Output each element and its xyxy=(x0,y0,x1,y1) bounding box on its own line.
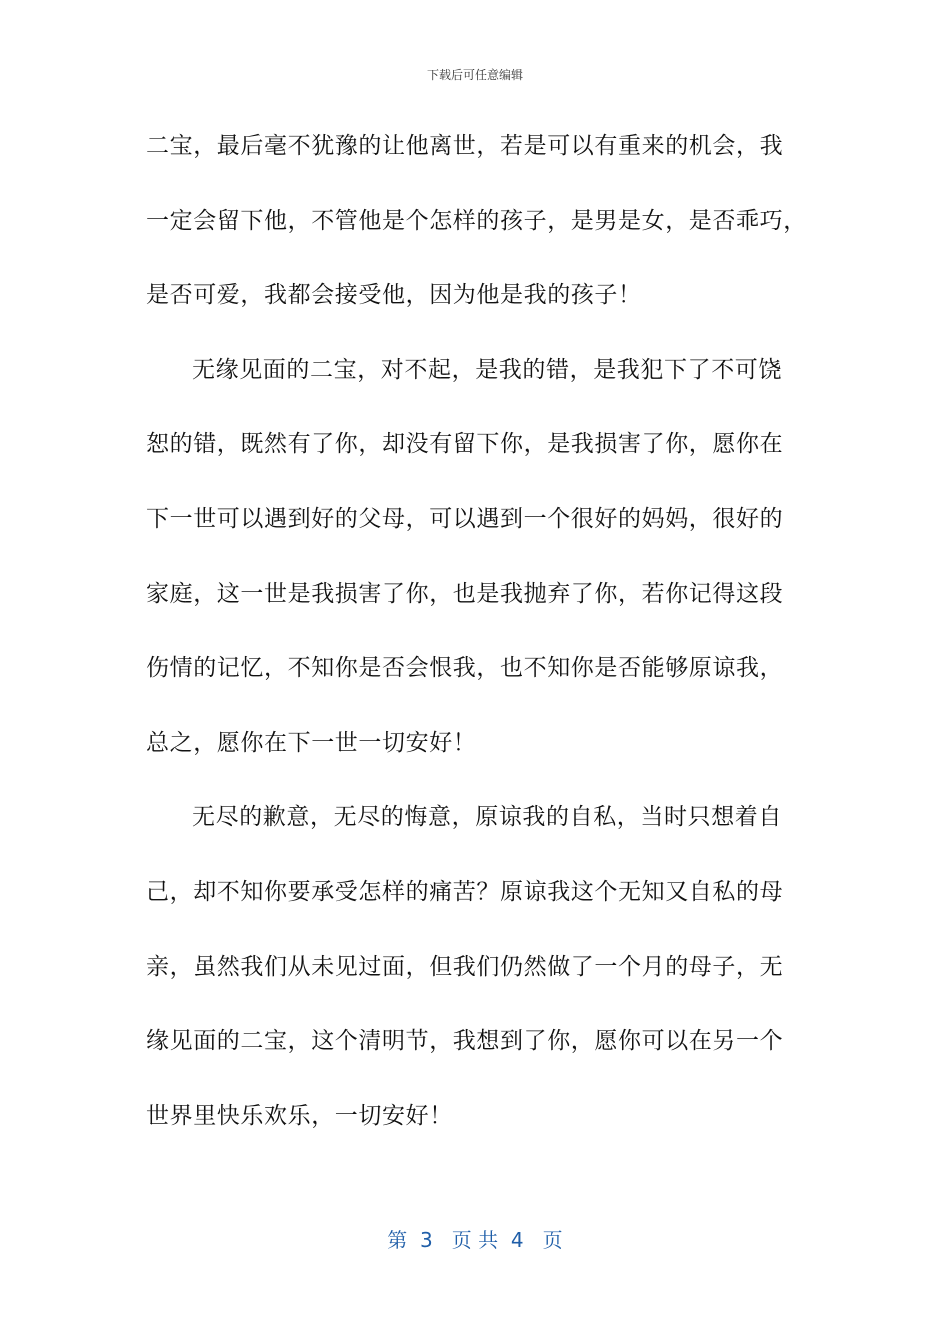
body-line: 恕的错，既然有了你，却没有留下你，是我损害了你，愿你在 xyxy=(146,431,784,458)
body-line: 缘见面的二宝，这个清明节，我想到了你，愿你可以在另一个 xyxy=(146,1028,784,1055)
body-line: 下一世可以遇到好的父母，可以遇到一个很好的妈妈，很好的 xyxy=(146,505,784,532)
body-line: 亲，虽然我们从未见过面，但我们仍然做了一个月的母子，无 xyxy=(146,953,784,980)
body-line: 伤情的记忆，不知你是否会恨我，也不知你是否能够原谅我， xyxy=(146,655,784,682)
paragraph-first-line: 无缘见面的二宝，对不起，是我的错，是我犯下了不可饶 xyxy=(192,356,782,383)
body-line: 总之，愿你在下一世一切安好！ xyxy=(146,729,477,756)
body-line: 是否可爱，我都会接受他，因为他是我的孩子！ xyxy=(146,282,642,309)
page-number-footer: 第 3 页 共 4 页 xyxy=(387,1228,563,1252)
body-line: 己，却不知你要承受怎样的痛苦？原谅我这个无知又自私的母 xyxy=(146,878,784,905)
page-header-note: 下载后可任意编辑 xyxy=(426,68,523,82)
document-body xyxy=(146,120,806,1164)
paragraph-first-line: 无尽的歉意，无尽的悔意，原谅我的自私，当时只想着自 xyxy=(192,804,782,831)
body-line: 世界里快乐欢乐，一切安好！ xyxy=(146,1102,453,1129)
body-line: 二宝，最后毫不犹豫的让他离世，若是可以有重来的机会，我 xyxy=(146,133,784,159)
body-line: 家庭，这一世是我损害了你，也是我抛弃了你，若你记得这段 xyxy=(146,580,784,607)
body-line: 一定会留下他，不管他是个怎样的孩子，是男是女，是否乖巧， xyxy=(146,207,807,234)
